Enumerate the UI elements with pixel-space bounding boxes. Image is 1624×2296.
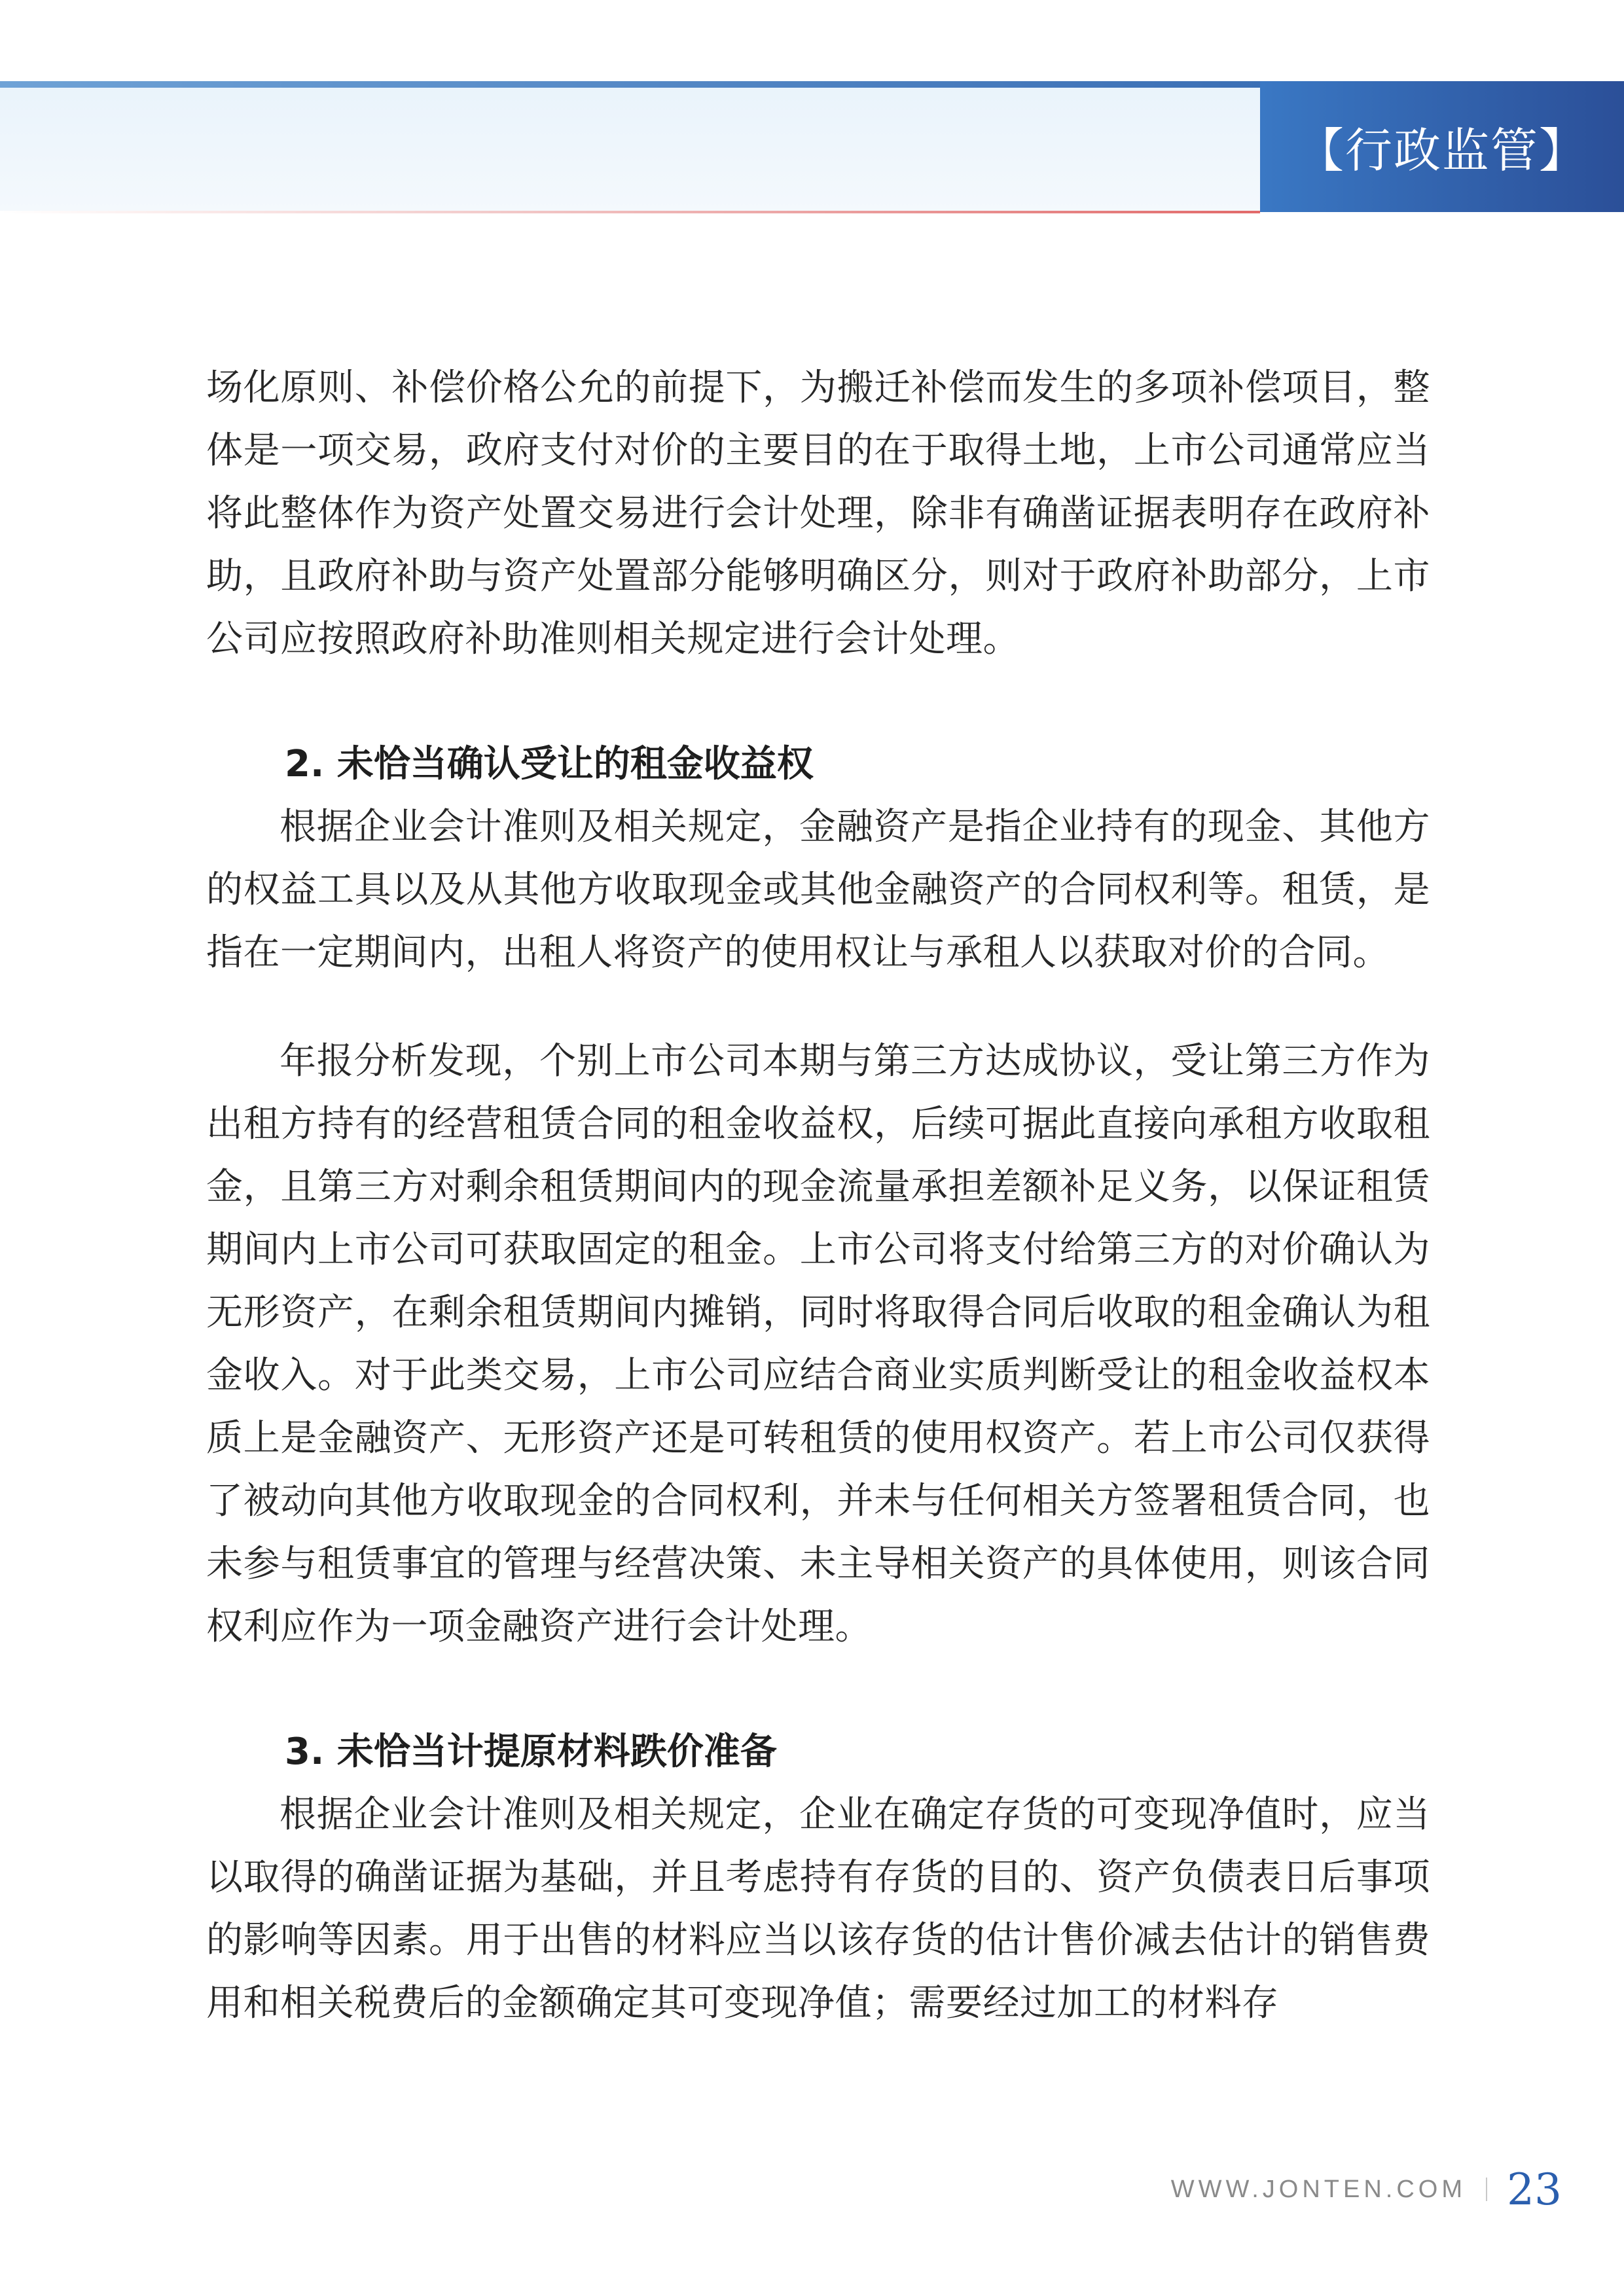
section-3-title: 3. 未恰当计提原材料跌价准备 [285, 1731, 777, 1773]
section-tag: 【行政监管】 [1260, 81, 1624, 212]
spacer [206, 671, 1430, 733]
header-band [0, 81, 1260, 212]
website-link[interactable]: WWW.JONTEN.COM [1170, 2175, 1467, 2203]
footer-divider [1486, 2178, 1487, 2201]
intro-paragraph: 场化原则、补偿价格公允的前提下，为搬迁补偿而发生的多项补偿项目，整体是一项交易，政府支付对价的主要目的在于取得土地，上市公司通常应当将此整体作为资产处置交易进行会计处理，除非有确凿证据表明存在政府补助，且政府补助与资产处置部分能够明确区分，则对于政府补助部分，上市公司应按照政府补助准则相关规定进行会计处理。 [206, 367, 1430, 660]
page-footer [1171, 2153, 1562, 2225]
section-2-paragraph-2: 年报分析发现，个别上市公司本期与第三方达成协议，受让第三方作为出租方持有的经营租赁合同的租金收益权，后续可据此直接向承租方收取租金，且第三方对剩余租赁期间内的现金流量承担差额补足义务，以保证租赁期间内上市公司可获取固定的租金。上市公司将支付给第三方的对价确认为无形资产，在剩余租赁期间内摊销，同时将取得合同后收取的租金确认为租金收入。对于此类交易，上市公司应结合商业实质判断受让的租金收益权本质上是金融资产、无形资产还是可转租赁的使用权资产。若上市公司仅获得了被动向其他方收取现金的合同权利，并未与任何相关方签署租赁合同，也未参与租赁事宜的管理与经营决策、未主导相关资产的具体使用，则该合同权利应作为一项金融资产进行会计处理。 [206, 1040, 1430, 1648]
spacer [206, 1659, 1430, 1721]
section-2-title: 2. 未恰当确认受让的租金收益权 [285, 743, 814, 785]
header-bottom-line [0, 211, 1260, 213]
section-2-paragraph-1: 根据企业会计准则及相关规定，金融资产是指企业持有的现金、其他方的权益工具以及从其他方收取现金或其他金融资产的合同权利等。租赁，是指在一定期间内，出租人将资产的使用权让与承租人以获取对价的合同。 [206, 806, 1430, 974]
section-3-paragraph-1: 根据企业会计准则及相关规定，企业在确定存货的可变现净值时，应当以取得的确凿证据为基础，并且考虑持有存货的目的、资产负债表日后事项的影响等因素。用于出售的材料应当以该存货的估计售价减去估计的销售费用和相关税费后的金额确定其可变现净值；需要经过加工的材料存 [206, 1793, 1430, 2024]
article-body [206, 357, 1430, 2035]
header-top-line [0, 81, 1260, 88]
spacer [206, 984, 1430, 1030]
page-number: 23 [1507, 2164, 1562, 2215]
